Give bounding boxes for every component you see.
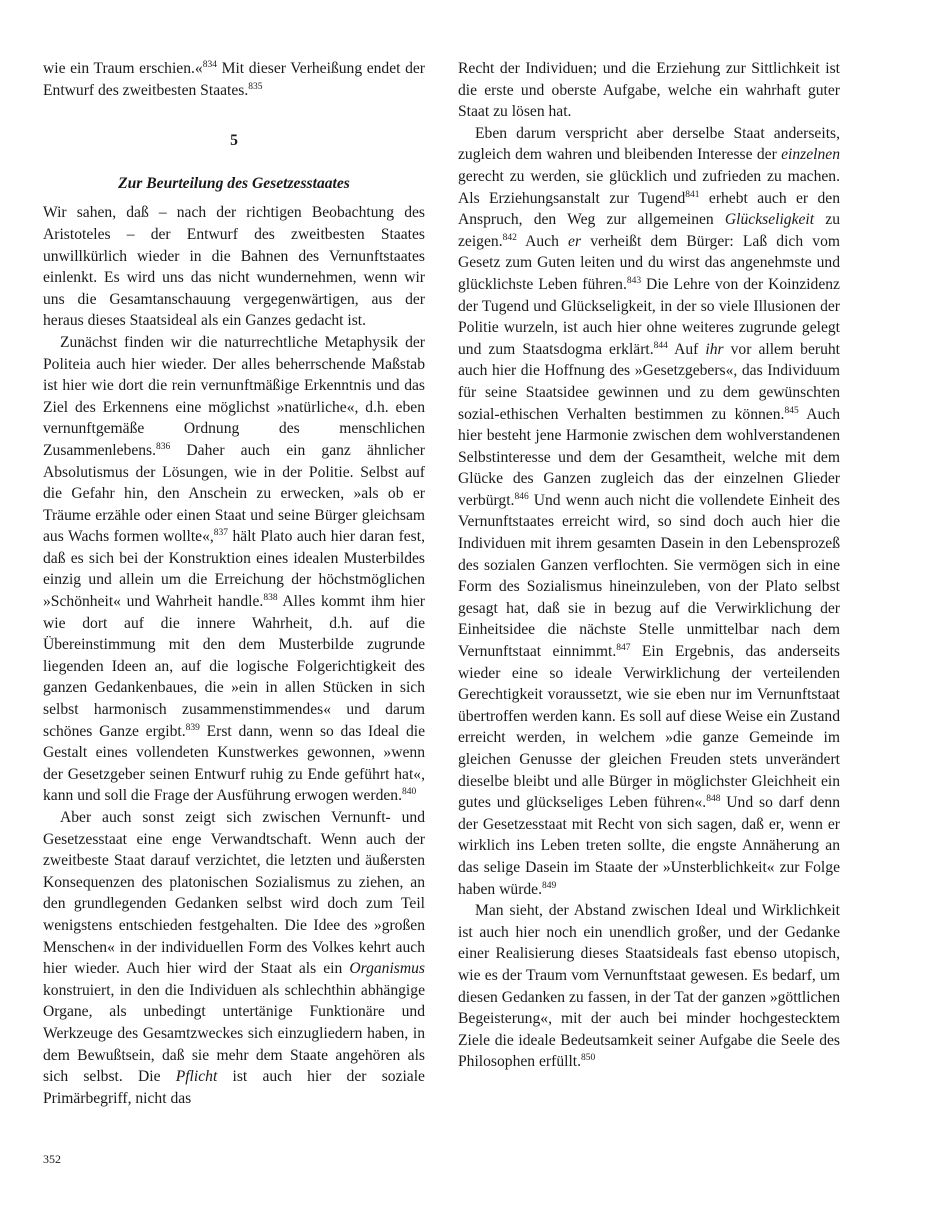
text-run: Daher auch ein ganz ähnlicher Absolutismus der Lösungen, wie in der Politie. Selbst auf die Gefahr hin, den Anschein zu erwecken, »als ob er Träume erzähle oder einen Staat und seine Bürger gleichsam aus Wachs formen wollte«, — [43, 441, 425, 546]
emphasis: er — [568, 232, 582, 250]
footnote-ref: 848 — [706, 794, 721, 805]
paragraph — [458, 900, 840, 1073]
emphasis: Organismus — [349, 960, 425, 978]
footnote-ref: 844 — [653, 340, 668, 351]
footnote-ref: 850 — [581, 1053, 596, 1064]
text-run: Auch hier besteht jene Harmonie zwischen dem wohlverstandenen Selbstinteresse und dem der Gesamtheit, welche mit dem Glücke des Ganzen zugleich das der einzelnen Glieder verbürgt. — [458, 405, 840, 509]
emphasis: Pflicht — [175, 1068, 218, 1086]
footnote-ref: 846 — [514, 491, 529, 502]
paragraph — [43, 332, 425, 807]
footnote-ref: 840 — [402, 787, 417, 798]
text-run: Zunächst finden wir die naturrechtliche Metaphysik der Politeia auch hier wieder. Der alles beherrschende Maßstab ist hier wie dort die rein vernunftmäßige Erkenntnis und das Ziel des Erkennens eine möglichst »natürliche«, d.h. eben vernunftgemäße Ordnung des menschlichen Zusammenlebens. — [43, 333, 425, 459]
footnote-ref: 842 — [502, 232, 517, 243]
text-run: Ein Ergebnis, das anderseits wieder eine so ideale Verwirklichung der verteilenden Gerechtigkeit voraussetzt, wie sie eben nur im Vernunftstaat übertroffen werden kann. Es soll auf diese Weise ein Zustand erreicht werden, in welchem »die ganze Gemeinde im gleichen Genusse der gleichen Freuden stets unverändert dieselbe bleibt und alle Bürger in möglichster Gleichheit ein gutes und glückseliges Leben führen«. — [458, 643, 840, 812]
text-run: Und so darf denn der Gesetzesstaat mit Recht von sich sagen, daß er, wenn er wirklich ins Leben treten sollte, die engste Annäherung an das selige Dasein im Staate der »Unsterblichkeit« zur Folge haben würde. — [458, 794, 841, 898]
section-title: Zur Beurteilung des Gesetzesstaates — [118, 174, 350, 192]
text-run: Recht der Individuen; und die Erziehung zur Sittlichkeit ist die erste und oberste Aufgabe, welche ein wahrhaft guter Staat zu lösen hat. — [458, 60, 840, 121]
text-run: Eben darum verspricht aber derselbe Staat anderseits, zugleich dem wahren und bleibenden Interesse der — [458, 124, 840, 164]
text-run: Wir sahen, daß – nach der richtigen Beobachtung des Aristoteles – der Entwurf des zweitbesten Staates unwillkürlich wieder in die Bahnen des Vernunftstaates einlenkt. Es wird uns das nicht wundernehmen, wenn wir uns die Gesamtanschauung vergegenwärtigen, aus der heraus dieses Staatsideal als ein Ganzes gedacht ist. — [43, 204, 425, 330]
emphasis: einzelnen — [781, 146, 840, 164]
text-run: hält Plato auch hier daran fest, daß es sich bei der Konstruktion eines idealen Musterbildes einzig und allein um die Erreichung der höchstmöglichen »Schönheit« und Wahrheit handle. — [43, 528, 425, 611]
text-run: Auch — [516, 232, 569, 250]
footnote-ref: 849 — [542, 880, 557, 891]
footnote-ref: 836 — [156, 441, 171, 452]
text-run: Aber auch sonst zeigt sich zwischen Vernunft- und Gesetzesstaat eine enge Verwandtschaft. Wenn auch der zweitbeste Staat darauf verzichtet, die letzten und äußersten Konsequenzen des platonischen Sozialismus zu ziehen, an den grundlegenden Gedanken selbst wird doch zum Teil wenigstens entschieden festgehalten. Die Idee des »großen Menschen« in der individuellen Form des Volkes kehrt auch hier wieder. Auch hier wird der Staat als ein — [43, 809, 425, 978]
page-number: 352 — [43, 1152, 61, 1166]
text-run: zu zeigen. — [458, 211, 840, 250]
emphasis: Glückseligkeit — [724, 211, 815, 229]
text-run: Erst dann, wenn so das Ideal die Gestalt eines vollendeten Kunstwerkes gewonnen, »wenn der Gesetzgeber seinen Entwurf ruhig zu Ende geführt hat«, kann und soll die Frage der Ausführung erwogen werden. — [43, 722, 426, 805]
text-run: Alles kommt ihm hier wie dort auf die innere Wahrheit, d.h. auf die Übereinstimmung mit den dem Musterbilde zugrunde liegenden Ideen an, auf die logische Folgerichtigkeit des ganzen Gedankenbaues, die »ein in allen Stücken in sich selbst harmonisch zusammenstimmendes« und darum schönes Ganze ergibt. — [43, 593, 425, 740]
paragraph — [458, 123, 840, 900]
right-column — [458, 58, 840, 1073]
text-run: Und wenn auch nicht die vollendete Einheit des Vernunftstaates erreicht wird, so sind doch auch hier die Individuen mit ihrem gesamten Dasein in den Lebensprozeß des sozialen Ganzen verflochten. Sie vermögen sich in eine Form des Sozialismus hineinzuleben, von der Plato selbst gesagt hat, daß sie in bezug auf die Verwirklichung der Einheitsidee die nächste Stelle unmittelbar nach dem Vernunftstaat einnimmt. — [458, 491, 840, 661]
footnote-ref: 834 — [202, 60, 217, 70]
text-run: Die Lehre von der Koinzidenz der Tugend und Glückseligkeit, in der so viele Illusionen der Politie wurzeln, ist auch hier ohne weiteres zugrunde gelegt und zum Staatsdogma erklärt. — [458, 275, 840, 358]
footnote-ref: 837 — [213, 528, 229, 539]
paragraph — [43, 58, 425, 101]
text-run: gerecht zu werden, sie glücklich und zufrieden zu machen. Als Erziehungsanstalt zur Tugend — [458, 167, 840, 207]
text-run: Mit dieser Verheißung endet der Entwurf des zweitbesten Staates. — [43, 60, 425, 99]
text-run: vor allem beruht auch hier die Hoffnung des »Gesetzgebers«, das Individuum für seine Staatsidee gewinnen und zu dem gewünschten sozial-ethischen Verhalten bestimmen zu können. — [458, 340, 840, 423]
emphasis: ihr — [705, 340, 724, 358]
footnote-ref: 843 — [626, 275, 642, 286]
text-run: erhebt auch er den Anspruch, den Weg zur allgemeinen — [458, 189, 840, 229]
footnote-ref: 841 — [685, 189, 700, 200]
footnote-ref: 835 — [248, 81, 263, 92]
text-run: Man sieht, der Abstand zwischen Ideal und Wirklichkeit ist auch hier noch ein unendlich großer, und der Gedanke einer Realisierung dieses Staatsideals fast ebenso utopisch, wie es der Traum vom Vernunftstaat gewesen. Es bedarf, um diesen Gedanken zu fassen, in der Tat der ganzen »göttlichen Begeisterung«, mit der auch bei minder hochgestecktem Ziele die ideale Bedeutsamkeit seiner Aufgabe die Seele des Philosophen erfüllt. — [458, 902, 840, 1071]
text-run: konstruiert, in den die Individuen als schlechthin abhängige Organe, als unbedingt untertänige Funktionäre und Werkzeuge des Gesamtzweckes sich einzugliedern haben, in dem Bewußtsein, daß sie mehr dem Staate angehören als sich selbst. Die — [43, 981, 425, 1086]
text-run: wie ein Traum erschien.« — [43, 60, 203, 77]
paragraph — [43, 202, 425, 332]
section-number: 5 — [230, 132, 238, 150]
footnote-ref: 847 — [616, 643, 631, 654]
footnote-ref: 839 — [185, 722, 200, 733]
text-run: ist auch hier der soziale Primärbegriff, nicht das — [43, 1068, 425, 1107]
text-run: verheißt dem Bürger: Laß dich vom Gesetz zum Guten leiten und du wirst das angenehmste und glücklichste Leben führen. — [458, 232, 840, 293]
paragraph — [43, 807, 425, 1109]
left-column — [43, 58, 425, 1109]
footnote-ref: 838 — [263, 593, 278, 604]
footnote-ref: 845 — [784, 405, 799, 416]
text-run: Auf — [667, 340, 706, 358]
paragraph — [458, 58, 840, 123]
